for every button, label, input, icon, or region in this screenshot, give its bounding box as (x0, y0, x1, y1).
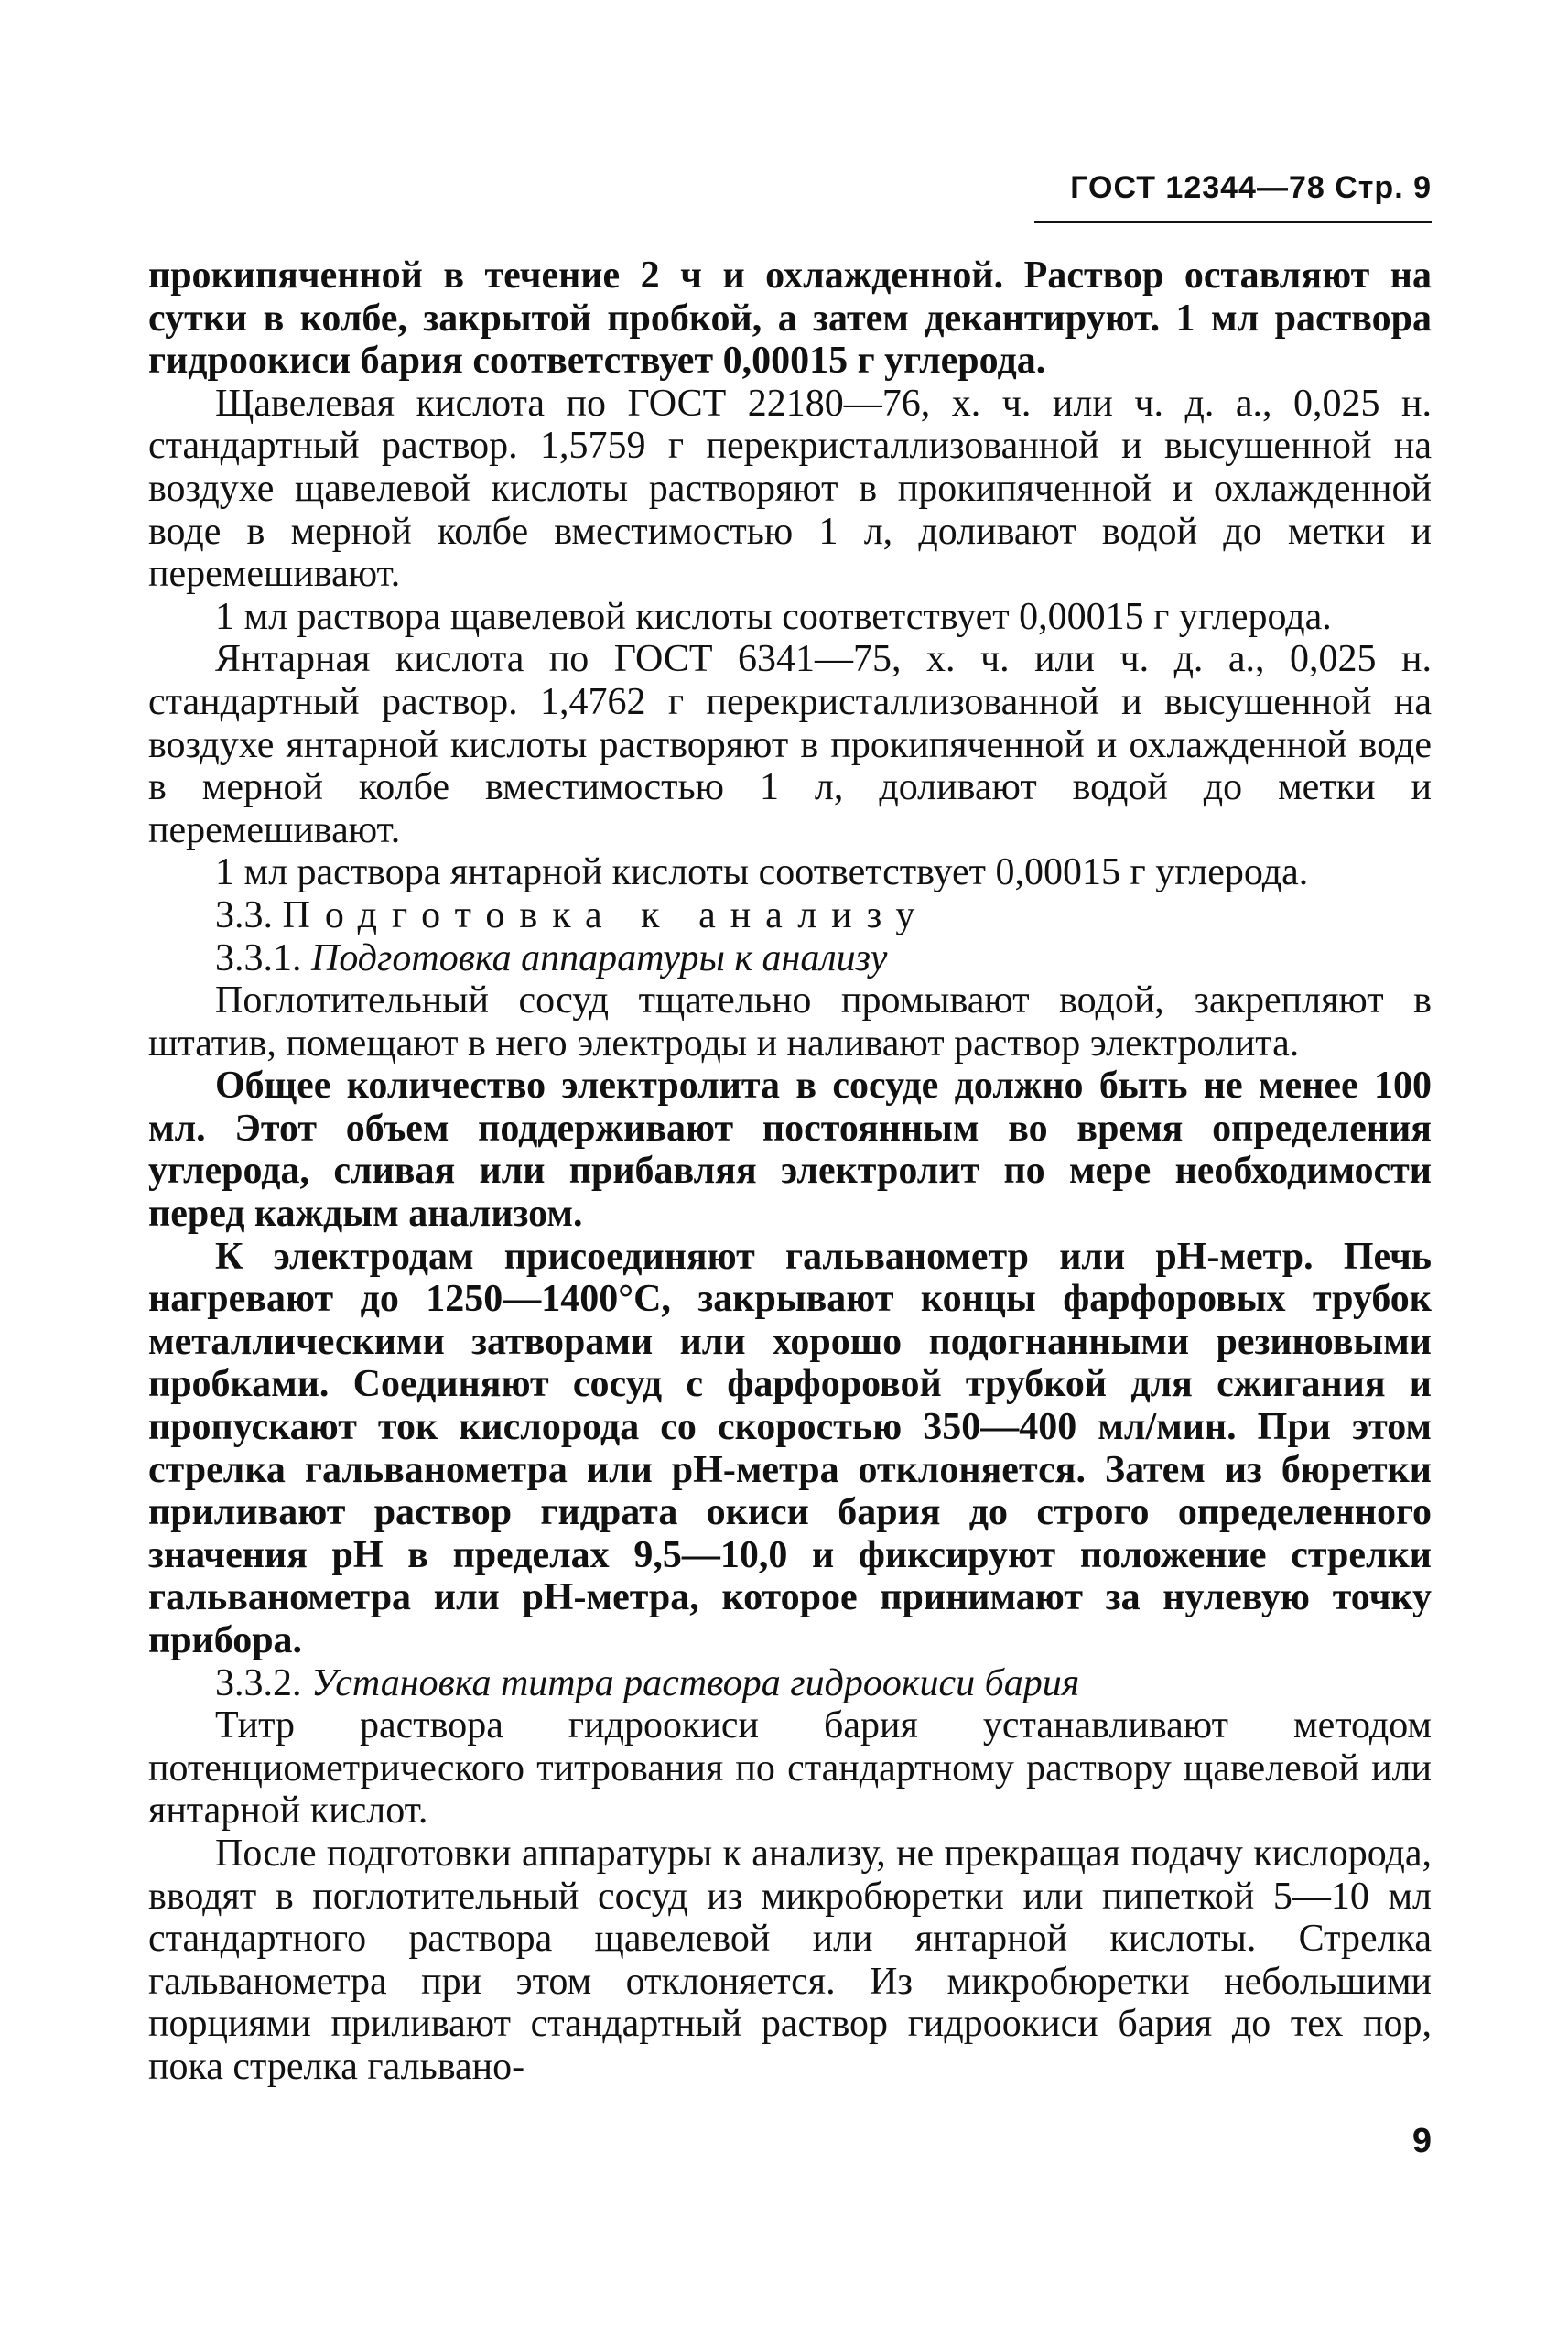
section-number: 3.3.1. (215, 936, 302, 979)
section-title: Подготовка аппаратуры к анализу (311, 936, 888, 979)
paragraph-8: К электродам присоединяют гальванометр или рН-метр. Печь нагревают до 1250—1400°С, закрывают концы фарфоровых трубок металлическими затворами или хорошо подогнанными резиновыми пробками. Соединяют сосуд с фарфоровой трубкой для сжигания и пропускают ток кислорода со скоростью 350—400 мл/мин. При этом стрелка гальванометра или рН-метра отклоняется. Затем из бюретки приливают раствор гидрата окиси бария до строго определенного значения рН в пределах 9,5—10,0 и фиксируют положение стрелки гальванометра или рН-метра, которое принимают за нулевую точку прибора. (148, 1235, 1432, 1661)
paragraph-9: Титр раствора гидроокиси бария устанавливают методом потенциометрического титрования по стандартному раствору щавелевой или янтарной кислот. (148, 1704, 1432, 1833)
paragraph-1: прокипяченной в течение 2 ч и охлажденной. Раствор оставляют на сутки в колбе, закрытой пробкой, а затем декантируют. 1 мл раствора гидроокиси бария соответствует 0,00015 г углерода. (148, 254, 1432, 383)
paragraph-2: Щавелевая кислота по ГОСТ 22180—76, х. ч. или ч. д. а., 0,025 н. стандартный раствор. 1,5759 г перекристаллизованной и высушенной на воздухе щавелевой кислоты растворяют в прокипяченной и охлажденной воде в мерной колбе вместимостью 1 л, доливают водой до метки и перемешивают. (148, 382, 1432, 596)
document-body (148, 254, 1432, 2089)
paragraph-4: Янтарная кислота по ГОСТ 6341—75, х. ч. или ч. д. а., 0,025 н. стандартный раствор. 1,4762 г перекристаллизованной и высушенной на воздухе янтарной кислоты растворяют в прокипяченной и охлажденной воде в мерной колбе вместимостью 1 л, доливают водой до метки и перемешивают. (148, 638, 1432, 851)
section-title: Подготовка к анализу (282, 893, 930, 936)
section-3-3-1-heading (148, 937, 1432, 980)
section-3-3-heading (148, 894, 1432, 937)
paragraph-7: Общее количество электролита в сосуде должно быть не менее 100 мл. Этот объем поддерживают постоянным во время определения углерода, сливая или прибавляя электролит по мере необходимости перед каждым анализом. (148, 1065, 1432, 1236)
paragraph-10: После подготовки аппаратуры к анализу, не прекращая подачу кислорода, вводят в поглотительный сосуд из микробюретки или пипеткой 5—10 мл стандартного раствора щавелевой или янтарной кислоты. Стрелка гальванометра при этом отклоняется. Из микробюретки небольшими порциями приливают стандартный раствор гидроокиси бария до тех пор, пока стрелка гальвано- (148, 1832, 1432, 2088)
section-3-3-2-heading (148, 1662, 1432, 1705)
section-number: 3.3. (215, 893, 273, 936)
section-title: Установка титра раствора гидроокиси бария (311, 1661, 1080, 1704)
section-number: 3.3.2. (215, 1661, 302, 1704)
running-header: ГОСТ 12344—78 Стр. 9 (1070, 170, 1432, 205)
paragraph-3: 1 мл раствора щавелевой кислоты соответствует 0,00015 г углерода. (215, 595, 1332, 638)
paragraph-5: 1 мл раствора янтарной кислоты соответствует 0,00015 г углерода. (215, 851, 1309, 894)
page-number: 9 (1411, 2122, 1432, 2160)
header-rule (1034, 221, 1432, 223)
paragraph-6: Поглотительный сосуд тщательно промывают водой, закрепляют в штатив, помещают в него электроды и наливают раствор электролита. (148, 979, 1432, 1065)
